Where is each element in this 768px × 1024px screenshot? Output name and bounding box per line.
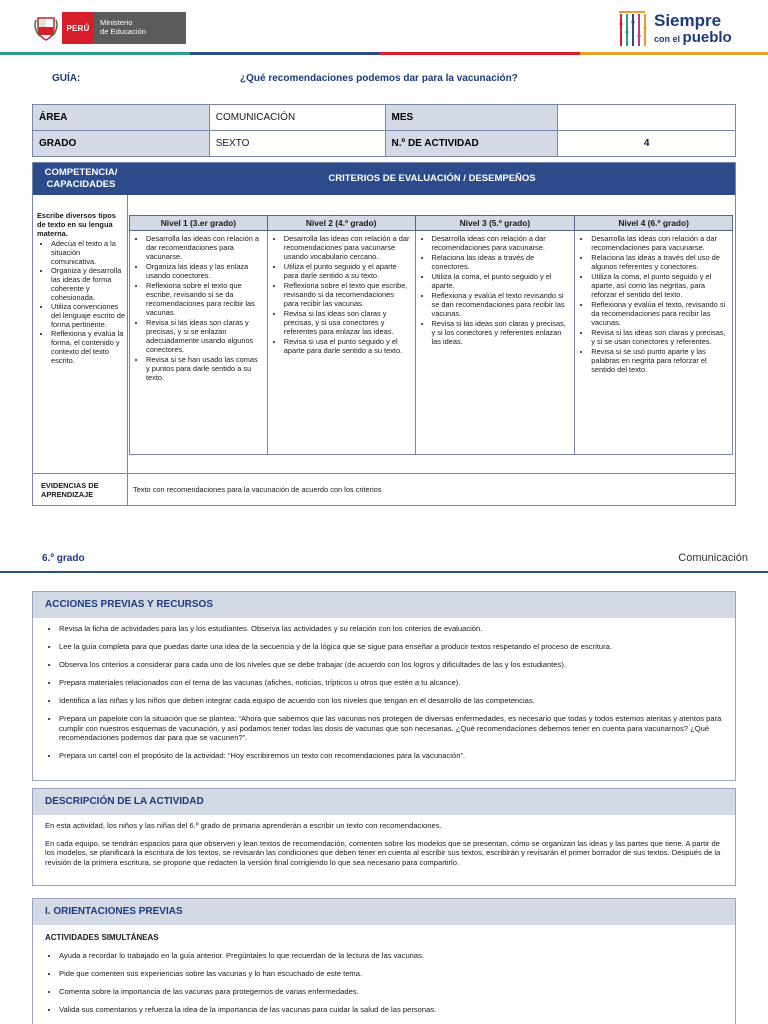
acciones-previas-section: [32, 591, 736, 781]
area-value: COMUNICACIÓN: [209, 105, 385, 131]
divider: [0, 571, 768, 573]
grade-label: 6.º grado: [42, 553, 85, 564]
info-row-area: [33, 105, 736, 131]
info-row-grado: [33, 131, 736, 157]
criteria-item: • Utiliza el punto seguido y el aparte para darle sentido a su texto.: [284, 262, 411, 280]
list-item: • Identifica a las niñas y los niños que deben integrar cada equipo de acuerdo con los niveles que tengan en el desarrollo de las competencias.: [59, 696, 723, 706]
orientaciones-list: [45, 951, 723, 1015]
criteria-item: • Revisa si las ideas son claras y precisas, y si se enlazan adecuadamente usando algunos conectores.: [146, 318, 263, 354]
guide-title: ¿Qué recomendaciones podemos dar para la vacunación?: [240, 73, 518, 84]
actividad-label: N.º DE ACTIVIDAD: [385, 131, 558, 157]
level-4-criteria: [575, 231, 733, 455]
divider: [127, 195, 128, 505]
subsection-title: ACTIVIDADES SIMULTÁNEAS: [45, 933, 159, 942]
section-title: DESCRIPCIÓN DE LA ACTIVIDAD: [33, 789, 735, 815]
criteria-item: • Revisa si se usó punto aparte y las palabras en negrita para reforzar el sentido del texto.: [591, 347, 728, 374]
list-item: • Comenta sobre la importancia de las vacunas para protegernos de varias enfermedades.: [59, 987, 723, 997]
capacidad-item: • Organiza y desarrolla las ideas de forma coherente y cohesionada.: [51, 266, 125, 302]
level-4-title: Nivel 4 (6.º grado): [575, 216, 733, 231]
levels-header-row: [130, 216, 733, 231]
competencias-header-left: COMPETENCIA/ CAPACIDADES: [44, 167, 118, 190]
ministry-name: [94, 12, 186, 44]
criteria-item: • Relaciona las ideas a través del uso de algunos referentes y conectores.: [591, 253, 728, 271]
competencias-header-right: CRITERIOS DE EVALUACIÓN / DESEMPEÑOS: [328, 173, 536, 184]
minedu-logo: [30, 12, 186, 44]
ministry-line-2: de Educación: [100, 27, 147, 36]
divider: [33, 473, 735, 474]
peru-label: PERÚ: [62, 12, 94, 44]
section-title: I. ORIENTACIONES PREVIAS: [33, 899, 735, 925]
subject-label: Comunicación: [678, 552, 748, 564]
competencia-title: Escribe diversos tipos de texto en su lengua materna.: [37, 211, 116, 238]
criteria-item: • Utiliza la coma, el punto seguido y el aparte, así como las negritas, para reforzar el sentido del texto.: [591, 272, 728, 299]
acciones-list: [45, 624, 723, 761]
section-body: [33, 815, 735, 867]
slogan-bold: pueblo: [682, 28, 732, 46]
slogan-line-2: [654, 30, 732, 45]
section-body: [33, 925, 735, 1014]
capacidad-item: • Utiliza convenciones del lenguaje escrito de forma pertinente.: [51, 302, 125, 329]
color-bar-segment: [190, 52, 380, 55]
criteria-item: • Desarrolla las ideas con relación a dar recomendaciones para vacunarse.: [591, 234, 728, 252]
slogan-people-icon: [616, 8, 648, 48]
levels-content-row: [130, 231, 733, 455]
info-table: [32, 104, 736, 157]
slogan-text: [654, 12, 732, 45]
criteria-item: • Revisa si usa el punto seguido y el aparte para darle sentido a su texto.: [284, 337, 411, 355]
ministry-line-1: Ministerio: [100, 18, 133, 27]
section-title: ACCIONES PREVIAS Y RECURSOS: [33, 592, 735, 618]
criteria-item: • Reflexiona sobre el texto que escribe, revisando si da recomendaciones para recibir las vacunas.: [284, 281, 411, 308]
descripcion-paragraph: En esta actividad, los niños y las niñas del 6.º grado de primaria aprenderán a escribir un texto con recomendaciones.: [45, 821, 442, 830]
list-item: • Ayuda a recordar lo trabajado en la guía anterior. Pregúntales lo que recuerdan de la lectura de las vacunas.: [59, 951, 723, 961]
capacidad-item: • Reflexiona y evalúa la forma, el contenido y contexto del texto escrito.: [51, 329, 125, 365]
criteria-item: • Revisa si las ideas son claras y precisas, y si los conectores y referentes enlazan las ideas.: [432, 319, 571, 346]
grado-label: GRADO: [33, 131, 210, 157]
competencias-table: [32, 162, 736, 506]
slogan-line-1: Siempre: [654, 10, 722, 30]
descripcion-section: [32, 788, 736, 886]
guide-label: GUÍA:: [52, 73, 81, 84]
color-bar-segment: [380, 52, 580, 55]
actividad-value: 4: [558, 131, 736, 157]
competencias-header: [33, 163, 735, 195]
list-item: • Pide que comenten sus experiencias sobre las vacunas y lo han escuchado de este tema.: [59, 969, 723, 979]
list-item: • Valida sus comentarios y refuerza la idea de la importancia de las vacunas para cuidar la salud de las personas.: [59, 1005, 723, 1015]
page-header: [0, 0, 768, 56]
criteria-item: • Reflexiona y evalúa el texto, revisando si da recomendaciones para recibir las vacunas.: [591, 300, 728, 327]
slogan-logo: [616, 6, 732, 50]
criteria-item: • Desarrolla las ideas con relación a dar recomendaciones para vacunarse.: [146, 234, 263, 261]
competencia-description: [37, 211, 125, 365]
mes-value: [558, 105, 736, 131]
level-1-title: Nivel 1 (3.er grado): [130, 216, 268, 231]
criteria-item: • Revisa si las ideas son claras y precisas, y si usa conectores y referentes para enlazar las ideas.: [284, 309, 411, 336]
criteria-item: • Reflexiona sobre el texto que escribe, revisando si se da recomendaciones para recibir las vacunas.: [146, 281, 263, 317]
criteria-item: • Organiza las ideas y las enlaza usando conectores.: [146, 262, 263, 280]
color-bar-segment: [0, 52, 190, 55]
header-color-bar: [0, 52, 768, 55]
criteria-item: • Revisa si se han usado las comas y puntos para darle sentido a su texto.: [146, 355, 263, 382]
capacidades-list: [37, 239, 125, 365]
criteria-item: • Utiliza la coma, el punto seguido y el aparte.: [432, 272, 571, 290]
criteria-item: • Relaciona las ideas a través de conectores.: [432, 253, 571, 271]
list-item: • Observa los criterios a considerar para cada uno de los niveles que se debe trabajar (de acuerdo con los logros y dificultades de las y los estudiantes).: [59, 660, 723, 670]
list-item: • Prepara materiales relacionados con el tema de las vacunas (afiches, noticias, trípticos u otros que estén a tu alcance).: [59, 678, 723, 688]
criteria-item: • Reflexiona y evalúa el texto revisando si se dan recomendaciones para recibir las vacunas.: [432, 291, 571, 318]
level-3-criteria: [415, 231, 575, 455]
level-3-title: Nivel 3 (5.º grado): [415, 216, 575, 231]
color-bar-segment: [580, 52, 768, 55]
guide-title-row: [0, 70, 768, 90]
list-item: • Revisa la ficha de actividades para las y los estudiantes. Observa las actividades y su relación con los criterios de evaluación.: [59, 624, 723, 634]
list-item: • Lee la guía completa para que puedas darte una idea de la secuencia y de la lógica que se sigue para enseñar a producir textos respetando el proceso de escritura.: [59, 642, 723, 652]
orientaciones-section: [32, 898, 736, 1024]
coat-of-arms-icon: [30, 12, 62, 44]
criteria-item: • Revisa si las ideas son claras y precisas, y si se usan conectores y referentes.: [591, 328, 728, 346]
area-label: ÁREA: [33, 105, 210, 131]
list-item: • Prepara un cartel con el propósito de la actividad: “Hoy escribiremos un texto con recomendaciones para la vacunación”.: [59, 751, 723, 761]
section-body: [33, 618, 735, 761]
level-2-title: Nivel 2 (4.º grado): [267, 216, 415, 231]
grado-value: SEXTO: [209, 131, 385, 157]
list-item: • Prepara un papelote con la situación que se plantea: “Ahora que sabemos que las vacunas nos protegen de diversas enfermedades, es necesario que todas y todos estemos atentas y atentos para cumplir con nuestros esquemas de vacunación, y así podamos tener todas las dosis de vacunas que son necesarias. ¿Qué recomendaciones debemos tener en cuenta para vacunarnos? ¿Qué recomendaciones podemos dar para que se vacunen?”.: [59, 714, 723, 743]
criteria-item: • Desarrolla las ideas con relación a dar recomendaciones para vacunarse usando vocabulario cercano.: [284, 234, 411, 261]
level-2-criteria: [267, 231, 415, 455]
evidencias-label: EVIDENCIAS DE APRENDIZAJE: [41, 481, 99, 499]
evidencias-text: Texto con recomendaciones para la vacunación de acuerdo con los criterios: [133, 485, 382, 494]
slogan-prefix: con el: [654, 33, 681, 44]
capacidad-item: • Adecúa el texto a la situación comunicativa.: [51, 239, 125, 266]
descripcion-paragraph: En cada equipo, se tendrán espacios para que observen y lean textos de recomendación, comenten sobre los modelos que se presentan, cómo se organizan las ideas y las partes que tiene. A partir de los modelos, se planificará la escritura de los textos, se revisarán las condiciones que deben tener en cuenta al escribir sus textos, escribirán y revisarán el primer borrador de sus textos. Después de la revisión de la primera escritura, se propone que redacten la versión final corrigiendo lo que sea necesario para compartirlo.: [45, 838, 721, 867]
criteria-item: • Desarrolla ideas con relación a dar recomendaciones para vacunarse.: [432, 234, 571, 252]
levels-table: [129, 215, 733, 455]
mes-label: MES: [385, 105, 558, 131]
level-1-criteria: [130, 231, 268, 455]
